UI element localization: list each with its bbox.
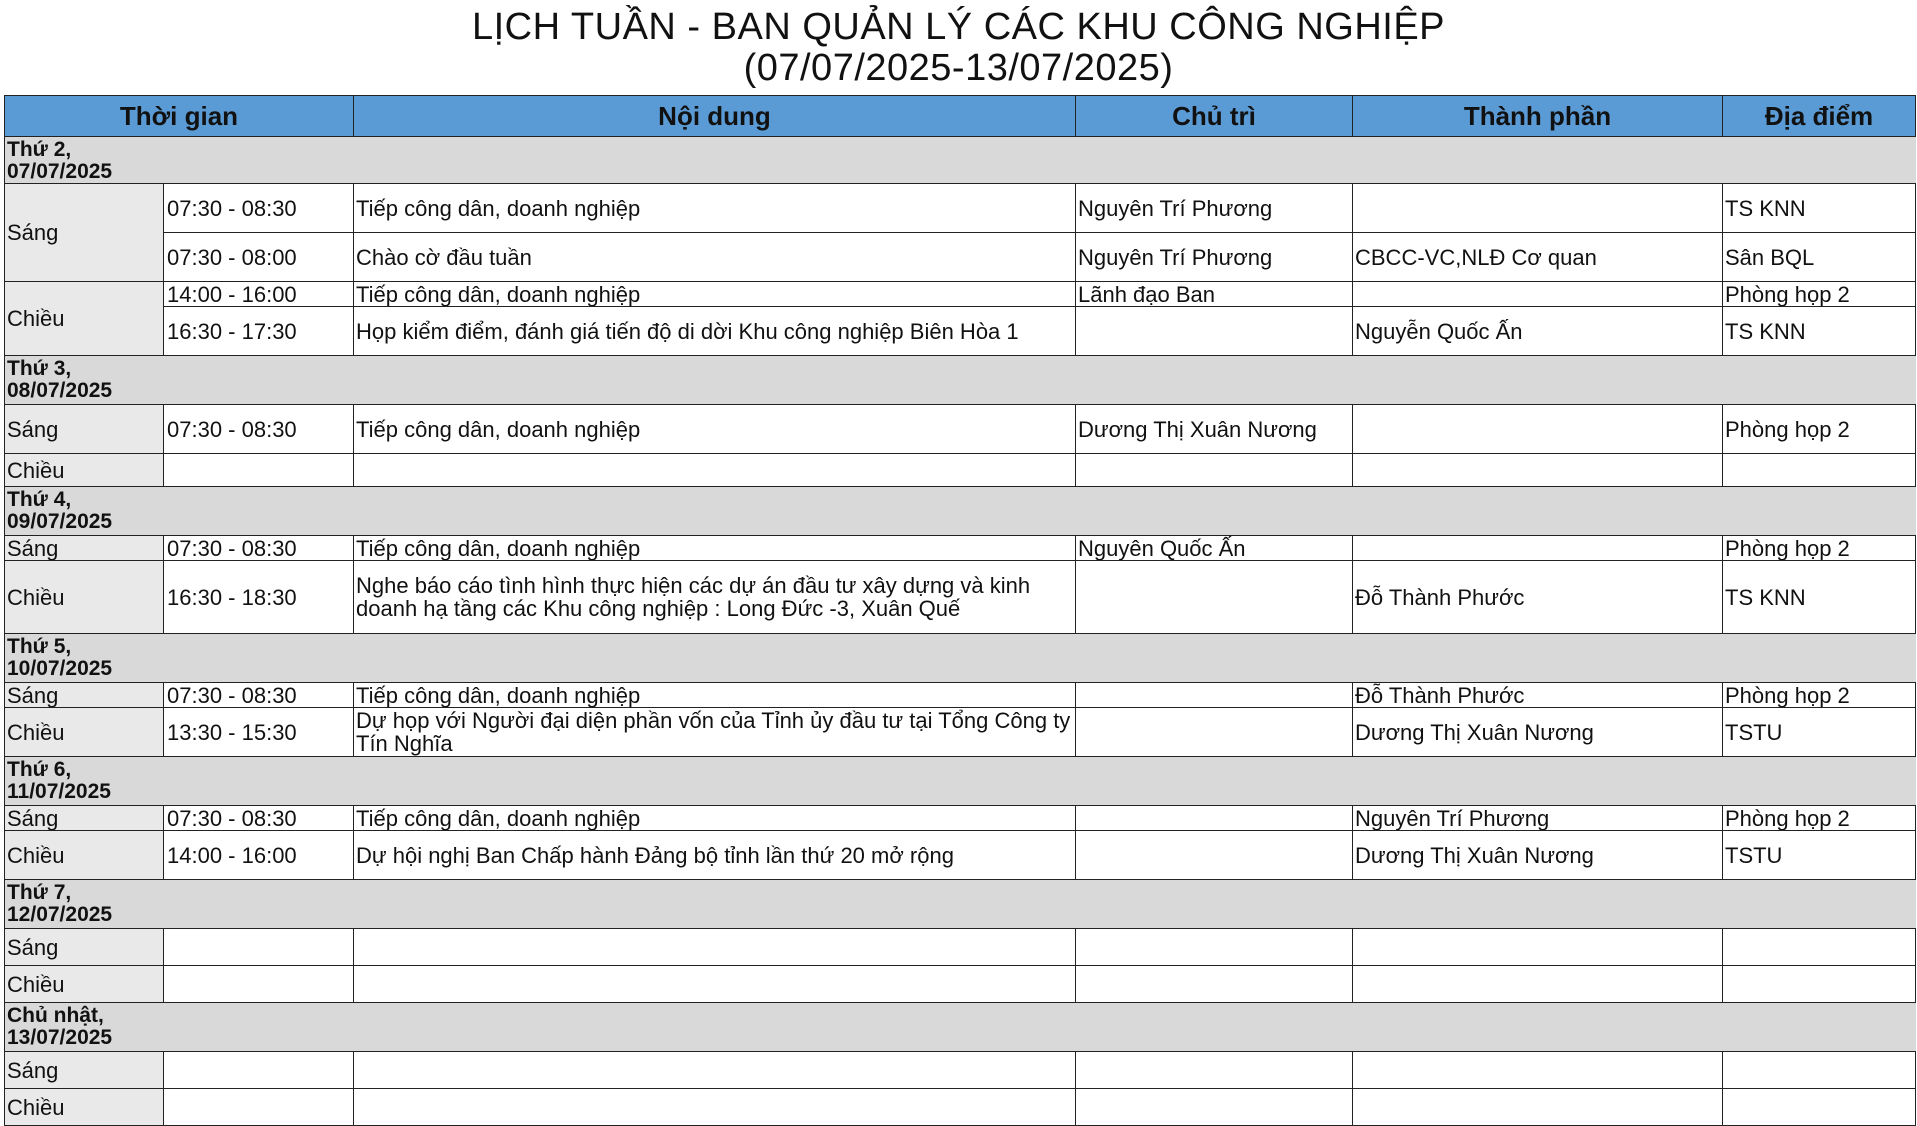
session-label: Chiều: [5, 561, 164, 634]
chair-cell: [1076, 307, 1353, 356]
header-members: Thành phần: [1353, 96, 1723, 137]
schedule-row: [5, 307, 1916, 356]
day-label: Thứ 7, 12/07/2025: [5, 880, 164, 929]
members-cell: Dương Thị Xuân Nương: [1353, 831, 1723, 880]
day-row: [5, 634, 1916, 683]
content-cell: [354, 454, 1076, 487]
day-label: Thứ 2, 07/07/2025: [5, 137, 164, 184]
content-cell: Tiếp công dân, doanh nghiệp: [354, 536, 1076, 561]
time-cell: 07:30 - 08:30: [164, 683, 354, 708]
session-label: Sáng: [5, 683, 164, 708]
schedule-row: [5, 1089, 1916, 1126]
time-cell: 07:30 - 08:30: [164, 405, 354, 454]
members-cell: [1353, 536, 1723, 561]
schedule-row: [5, 966, 1916, 1003]
content-cell: Dự hội nghị Ban Chấp hành Đảng bộ tỉnh lần thứ 20 mở rộng: [354, 831, 1076, 880]
members-cell: Nguyên Trí Phương: [1353, 806, 1723, 831]
content-cell: Chào cờ đầu tuần: [354, 233, 1076, 282]
location-cell: Sân BQL: [1723, 233, 1916, 282]
content-cell: [354, 1052, 1076, 1089]
chair-cell: [1076, 929, 1353, 966]
schedule-row: [5, 454, 1916, 487]
location-cell: Phòng họp 2: [1723, 536, 1916, 561]
members-cell: Đỗ Thành Phước: [1353, 561, 1723, 634]
session-label: Sáng: [5, 405, 164, 454]
day-row: [5, 487, 1916, 536]
location-cell: Phòng họp 2: [1723, 806, 1916, 831]
members-cell: [1353, 405, 1723, 454]
day-row-filler: [164, 634, 1916, 683]
time-cell: 16:30 - 18:30: [164, 561, 354, 634]
chair-cell: Dương Thị Xuân Nương: [1076, 405, 1353, 454]
session-label: Chiều: [5, 708, 164, 757]
header-location: Địa điểm: [1723, 96, 1916, 137]
day-row-filler: [164, 356, 1916, 405]
page-title: LỊCH TUẦN - BAN QUẢN LÝ CÁC KHU CÔNG NGHIỆP: [471, 6, 1446, 48]
session-label: Chiều: [5, 966, 164, 1003]
day-row-filler: [164, 757, 1916, 806]
members-cell: [1353, 966, 1723, 1003]
location-cell: [1723, 454, 1916, 487]
chair-cell: Lãnh đạo Ban: [1076, 282, 1353, 307]
time-cell: 16:30 - 17:30: [164, 307, 354, 356]
chair-cell: [1076, 561, 1353, 634]
schedule-table: [4, 95, 1916, 1126]
chair-cell: Nguyên Trí Phương: [1076, 233, 1353, 282]
session-label: Sáng: [5, 536, 164, 561]
location-cell: TSTU: [1723, 831, 1916, 880]
day-label: Thứ 3, 08/07/2025: [5, 356, 164, 405]
schedule-row: [5, 282, 1916, 307]
session-label: Sáng: [5, 184, 164, 282]
day-row-filler: [164, 487, 1916, 536]
day-label: Thứ 6, 11/07/2025: [5, 757, 164, 806]
schedule-row: [5, 536, 1916, 561]
day-label: Thứ 5, 10/07/2025: [5, 634, 164, 683]
content-cell: Tiếp công dân, doanh nghiệp: [354, 405, 1076, 454]
members-cell: Dương Thị Xuân Nương: [1353, 708, 1723, 757]
header-content: Nội dung: [354, 96, 1076, 137]
location-cell: [1723, 966, 1916, 1003]
session-label: Sáng: [5, 1052, 164, 1089]
location-cell: [1723, 1052, 1916, 1089]
time-cell: 07:30 - 08:30: [164, 536, 354, 561]
location-cell: Phòng họp 2: [1723, 282, 1916, 307]
chair-cell: [1076, 831, 1353, 880]
location-cell: TS KNN: [1723, 184, 1916, 233]
chair-cell: Nguyên Trí Phương: [1076, 184, 1353, 233]
members-cell: [1353, 282, 1723, 307]
location-cell: TS KNN: [1723, 307, 1916, 356]
day-row: [5, 757, 1916, 806]
content-cell: [354, 966, 1076, 1003]
content-cell: [354, 929, 1076, 966]
location-cell: [1723, 929, 1916, 966]
content-cell: Tiếp công dân, doanh nghiệp: [354, 184, 1076, 233]
location-cell: Phòng họp 2: [1723, 683, 1916, 708]
schedule-row: [5, 233, 1916, 282]
chair-cell: [1076, 966, 1353, 1003]
schedule-body: [5, 137, 1916, 1126]
session-label: Sáng: [5, 929, 164, 966]
day-row: [5, 880, 1916, 929]
content-cell: Tiếp công dân, doanh nghiệp: [354, 806, 1076, 831]
location-cell: TSTU: [1723, 708, 1916, 757]
location-cell: TS KNN: [1723, 561, 1916, 634]
members-cell: CBCC-VC,NLĐ Cơ quan: [1353, 233, 1723, 282]
time-cell: [164, 1089, 354, 1126]
time-cell: [164, 929, 354, 966]
time-cell: [164, 966, 354, 1003]
chair-cell: Nguyên Quốc Ấn: [1076, 536, 1353, 561]
members-cell: [1353, 929, 1723, 966]
time-cell: 13:30 - 15:30: [164, 708, 354, 757]
location-cell: Phòng họp 2: [1723, 405, 1916, 454]
schedule-row: [5, 708, 1916, 757]
content-cell: Tiếp công dân, doanh nghiệp: [354, 683, 1076, 708]
header-time: Thời gian: [5, 96, 354, 137]
day-row: [5, 137, 1916, 184]
day-label: Thứ 4, 09/07/2025: [5, 487, 164, 536]
chair-cell: [1076, 806, 1353, 831]
page-subtitle: (07/07/2025-13/07/2025): [743, 47, 1174, 89]
schedule-row: [5, 405, 1916, 454]
day-row-filler: [164, 137, 1916, 184]
content-cell: Dự họp với Người đại diện phần vốn của Tỉnh ủy đầu tư tại Tổng Công ty Tín Nghĩa: [354, 708, 1076, 757]
schedule-row: [5, 806, 1916, 831]
time-cell: 14:00 - 16:00: [164, 831, 354, 880]
day-row: [5, 1003, 1916, 1052]
session-label: Sáng: [5, 806, 164, 831]
time-cell: 14:00 - 16:00: [164, 282, 354, 307]
time-cell: 07:30 - 08:30: [164, 806, 354, 831]
schedule-row: [5, 184, 1916, 233]
schedule-row: [5, 683, 1916, 708]
members-cell: [1353, 1089, 1723, 1126]
schedule-row: [5, 929, 1916, 966]
content-cell: Nghe báo cáo tình hình thực hiện các dự án đầu tư xây dựng và kinh doanh hạ tầng các Khu công nghiệp : Long Đức -3, Xuân Quế: [354, 561, 1076, 634]
schedule-row: [5, 1052, 1916, 1089]
day-row-filler: [164, 880, 1916, 929]
schedule-row: [5, 561, 1916, 634]
header-row: [5, 96, 1916, 137]
chair-cell: [1076, 1089, 1353, 1126]
schedule-row: [5, 831, 1916, 880]
time-cell: 07:30 - 08:30: [164, 184, 354, 233]
time-cell: 07:30 - 08:00: [164, 233, 354, 282]
content-cell: Tiếp công dân, doanh nghiệp: [354, 282, 1076, 307]
day-label: Chủ nhật, 13/07/2025: [5, 1003, 164, 1052]
chair-cell: [1076, 708, 1353, 757]
chair-cell: [1076, 1052, 1353, 1089]
chair-cell: [1076, 454, 1353, 487]
session-label: Chiều: [5, 831, 164, 880]
session-label: Chiều: [5, 282, 164, 356]
content-cell: [354, 1089, 1076, 1126]
members-cell: Nguyễn Quốc Ấn: [1353, 307, 1723, 356]
time-cell: [164, 1052, 354, 1089]
members-cell: [1353, 1052, 1723, 1089]
time-cell: [164, 454, 354, 487]
members-cell: [1353, 454, 1723, 487]
day-row: [5, 356, 1916, 405]
location-cell: [1723, 1089, 1916, 1126]
header-chair: Chủ trì: [1076, 96, 1353, 137]
content-cell: Họp kiểm điểm, đánh giá tiến độ di dời Khu công nghiệp Biên Hòa 1: [354, 307, 1076, 356]
day-row-filler: [164, 1003, 1916, 1052]
members-cell: Đỗ Thành Phước: [1353, 683, 1723, 708]
chair-cell: [1076, 683, 1353, 708]
session-label: Chiều: [5, 1089, 164, 1126]
session-label: Chiều: [5, 454, 164, 487]
members-cell: [1353, 184, 1723, 233]
